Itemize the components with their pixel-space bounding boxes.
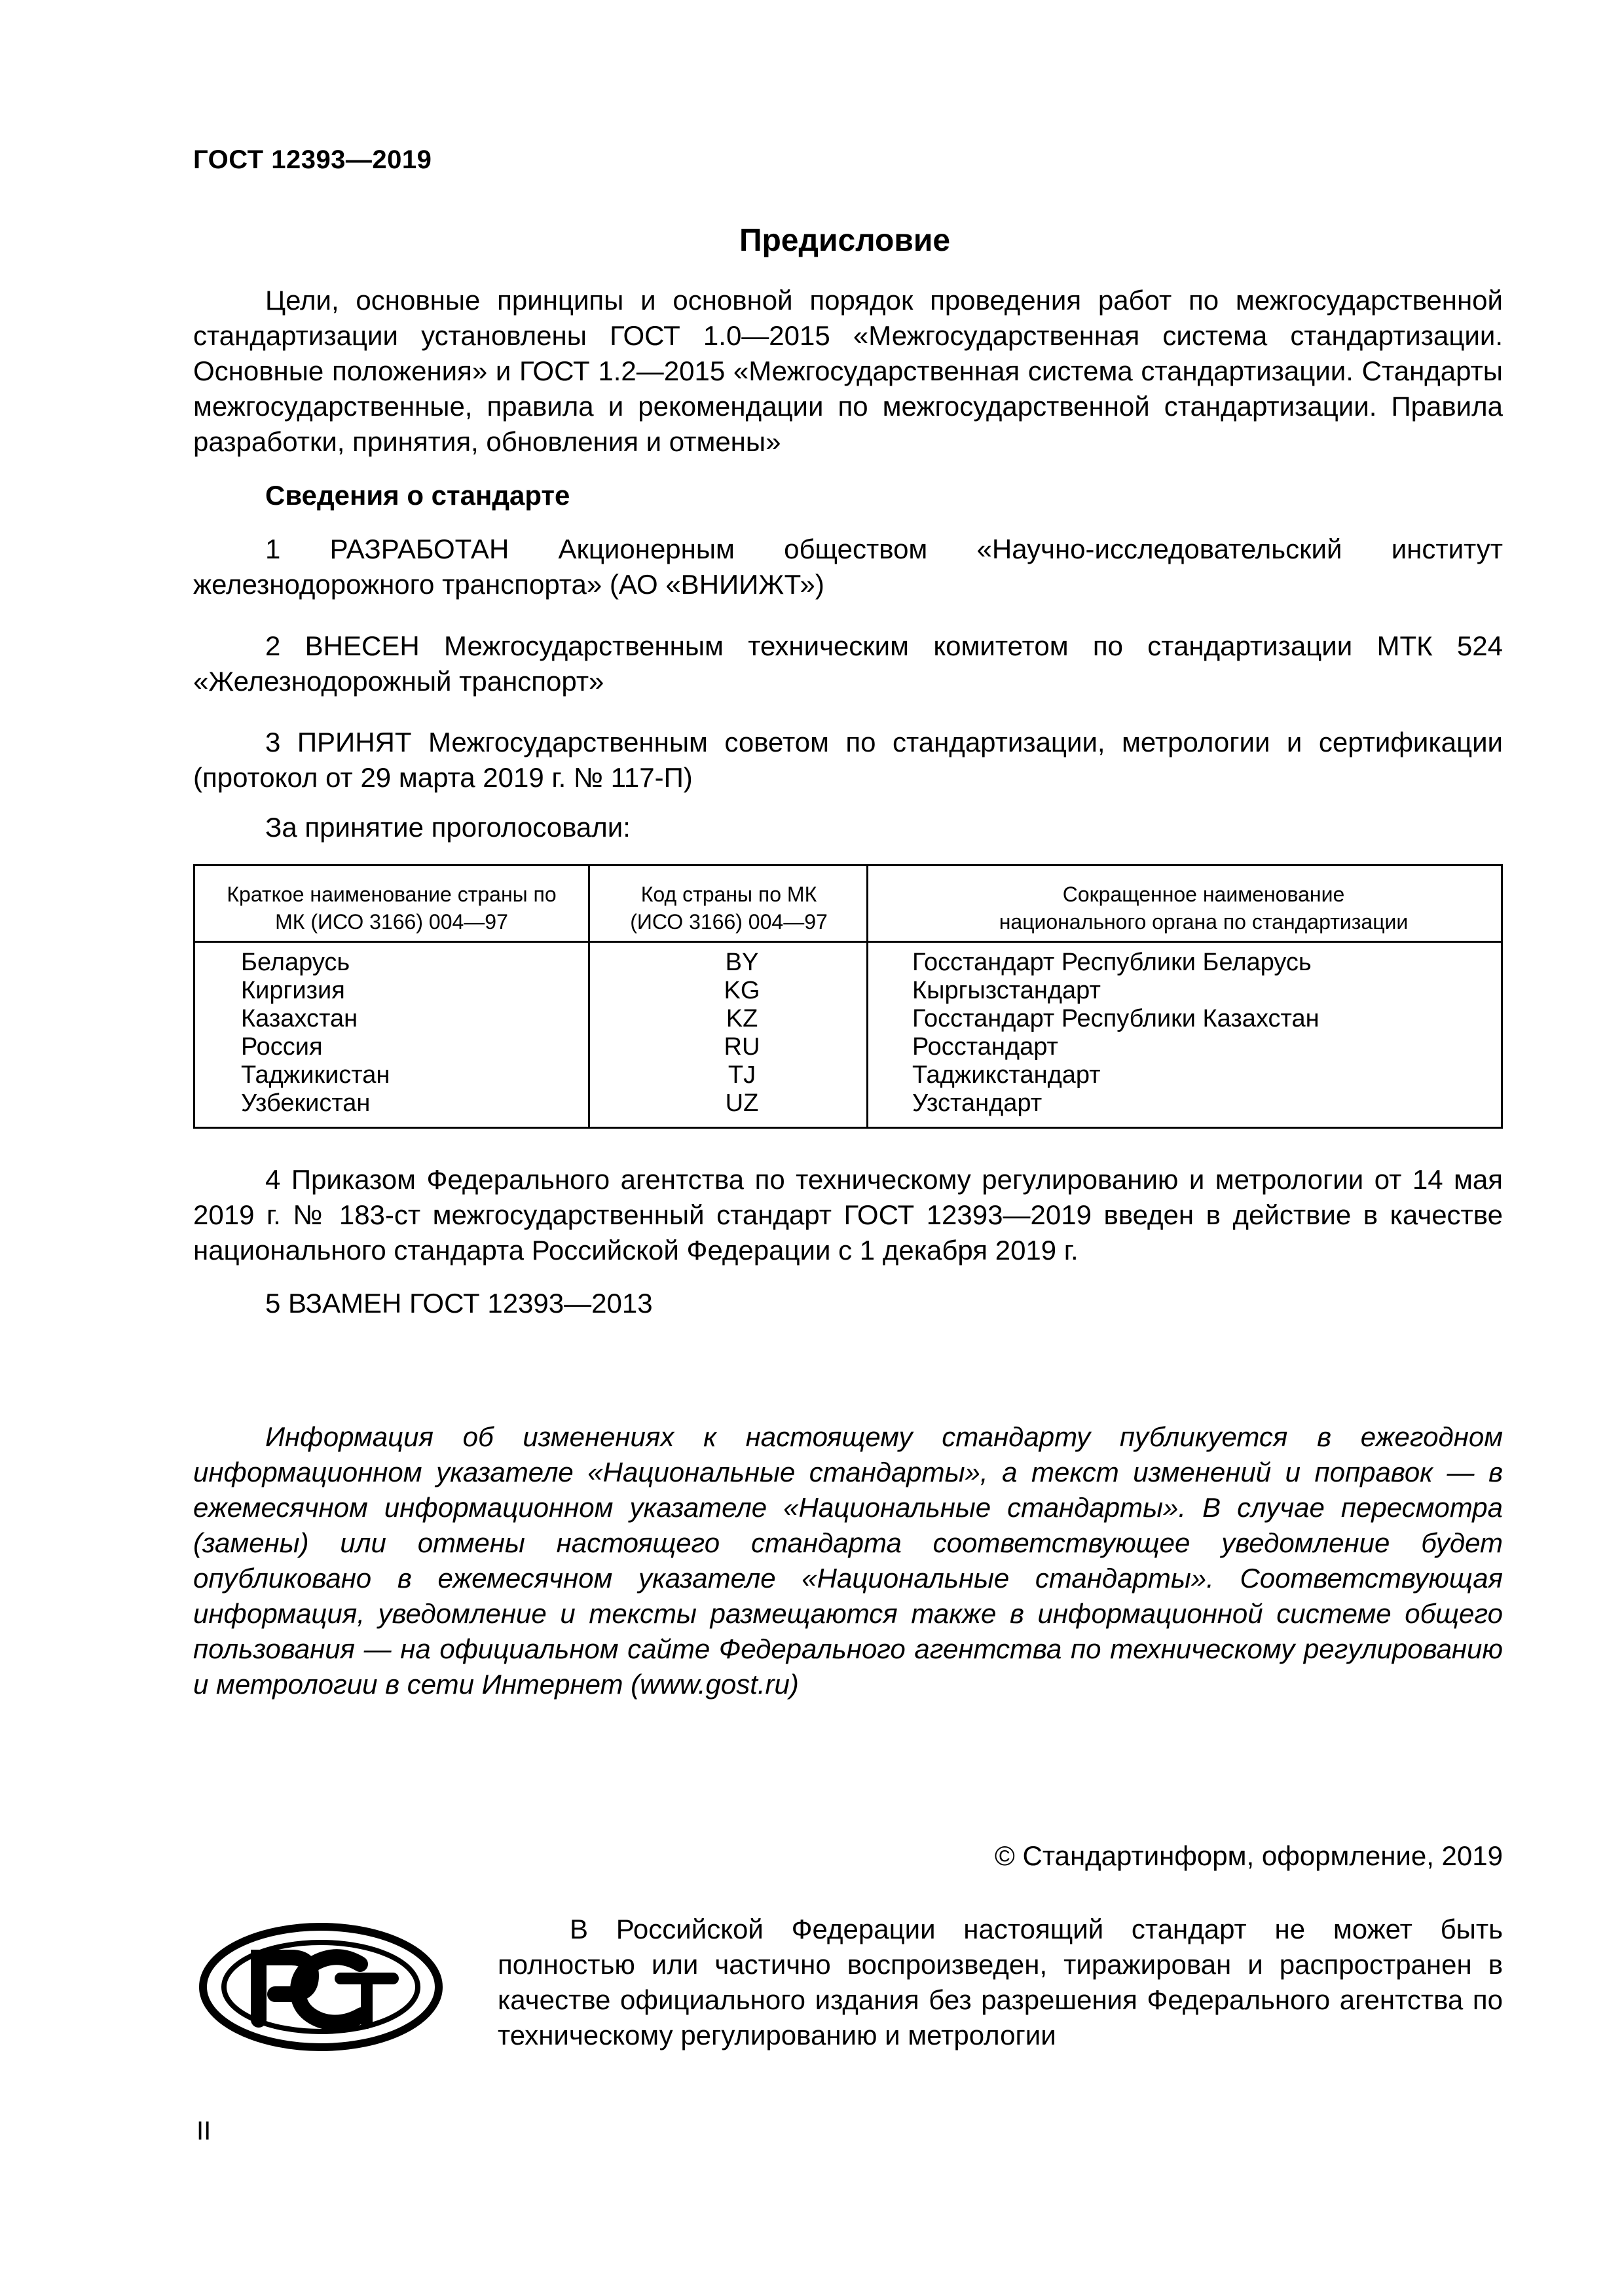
voting-table [193, 864, 1503, 1129]
table-country-list: Беларусь Киргизия Казахстан Россия Таджикистан Узбекистан [241, 949, 390, 1117]
information-notice: Информация об изменениях к настоящему стандарту публикуется в ежегодном информационном указателе «Национальные стандарты», а текст изменений и поправок — в ежемесячном информационном указателе «Национальные стандарты». В случае пересмотра (замены) или отмены настоящего стандарта соответствующее уведомление будет опубликовано в ежемесячном указателе «Национальные стандарты». Соответствующая информация, уведомление и тексты размещаются также в информационной системе общего пользования — на официальном сайте Федерального агентства по техническому регулированию и метрологии в сети Интернет (www.gost.ru) [193, 1421, 1503, 1700]
table-code-list: BY KG KZ RU TJ UZ [724, 949, 760, 1117]
table-header-body: Сокращенное наименование национального органа по стандартизации [999, 883, 1409, 934]
gost-logo [196, 1912, 445, 2062]
document-header: ГОСТ 12393—2019 [193, 145, 432, 174]
table-header-country: Краткое наименование страны по МК (ИСО 3166) 004—97 [227, 883, 557, 934]
table-header-code: Код страны по МК (ИСО 3166) 004—97 [630, 883, 828, 934]
table-header-divider [195, 941, 1501, 943]
item-3-paragraph: 3 ПРИНЯТ Межгосударственным советом по стандартизации, метрологии и сертификации (протокол от 29 марта 2019 г. № 117-П) [193, 727, 1503, 793]
page-title: Предисловие [739, 223, 951, 258]
copyright-notice: © Стандартинформ, оформление, 2019 [994, 1840, 1503, 1871]
vote-label: За принятие проголосовали: [265, 812, 631, 843]
table-body-list: Госстандарт Республики Беларусь Кыргызстандарт Госстандарт Республики Казахстан Росстандарт Таджикстандарт Узстандарт [912, 949, 1320, 1117]
section-heading: Сведения о стандарте [265, 480, 570, 511]
item-5-paragraph: 5 ВЗАМЕН ГОСТ 12393—2013 [265, 1288, 653, 1319]
table-column-divider [866, 866, 868, 1127]
item-2-paragraph: 2 ВНЕСЕН Межгосударственным техническим комитетом по стандартизации МТК 524 «Железнодорожный транспорт» [193, 630, 1503, 697]
item-1-paragraph: 1 РАЗРАБОТАН Акционерным обществом «Научно-исследовательский институт железнодорожного транспорта» (АО «ВНИИЖТ») [193, 534, 1503, 600]
table-column-divider [588, 866, 590, 1127]
page-number: II [196, 2117, 212, 2145]
intro-paragraph: Цели, основные принципы и основной порядок проведения работ по межгосударственной стандартизации установлены ГОСТ 1.0—2015 «Межгосударственная система стандартизации. Основные положения» и ГОСТ 1.2—2015 «Межгосударственная система стандартизации. Стандарты межгосударственные, правила и рекомендации по межгосударственной стандартизации. Правила разработки, принятия, обновления и отмены» [193, 285, 1503, 457]
legal-notice: В Российской Федерации настоящий стандарт не может быть полностью или частично воспроизведен, тиражирован и распространен в качестве официального издания без разрешения Федерального агентства по техническому регулированию и метрологии [498, 1914, 1503, 2050]
item-4-paragraph: 4 Приказом Федерального агентства по техническому регулированию и метрологии от 14 мая 2019 г. № 183-ст межгосударственный стандарт ГОСТ 12393—2019 введен в действие в качестве национального стандарта Российской Федерации с 1 декабря 2019 г. [193, 1164, 1503, 1266]
gost-logo-icon [196, 1912, 445, 2062]
